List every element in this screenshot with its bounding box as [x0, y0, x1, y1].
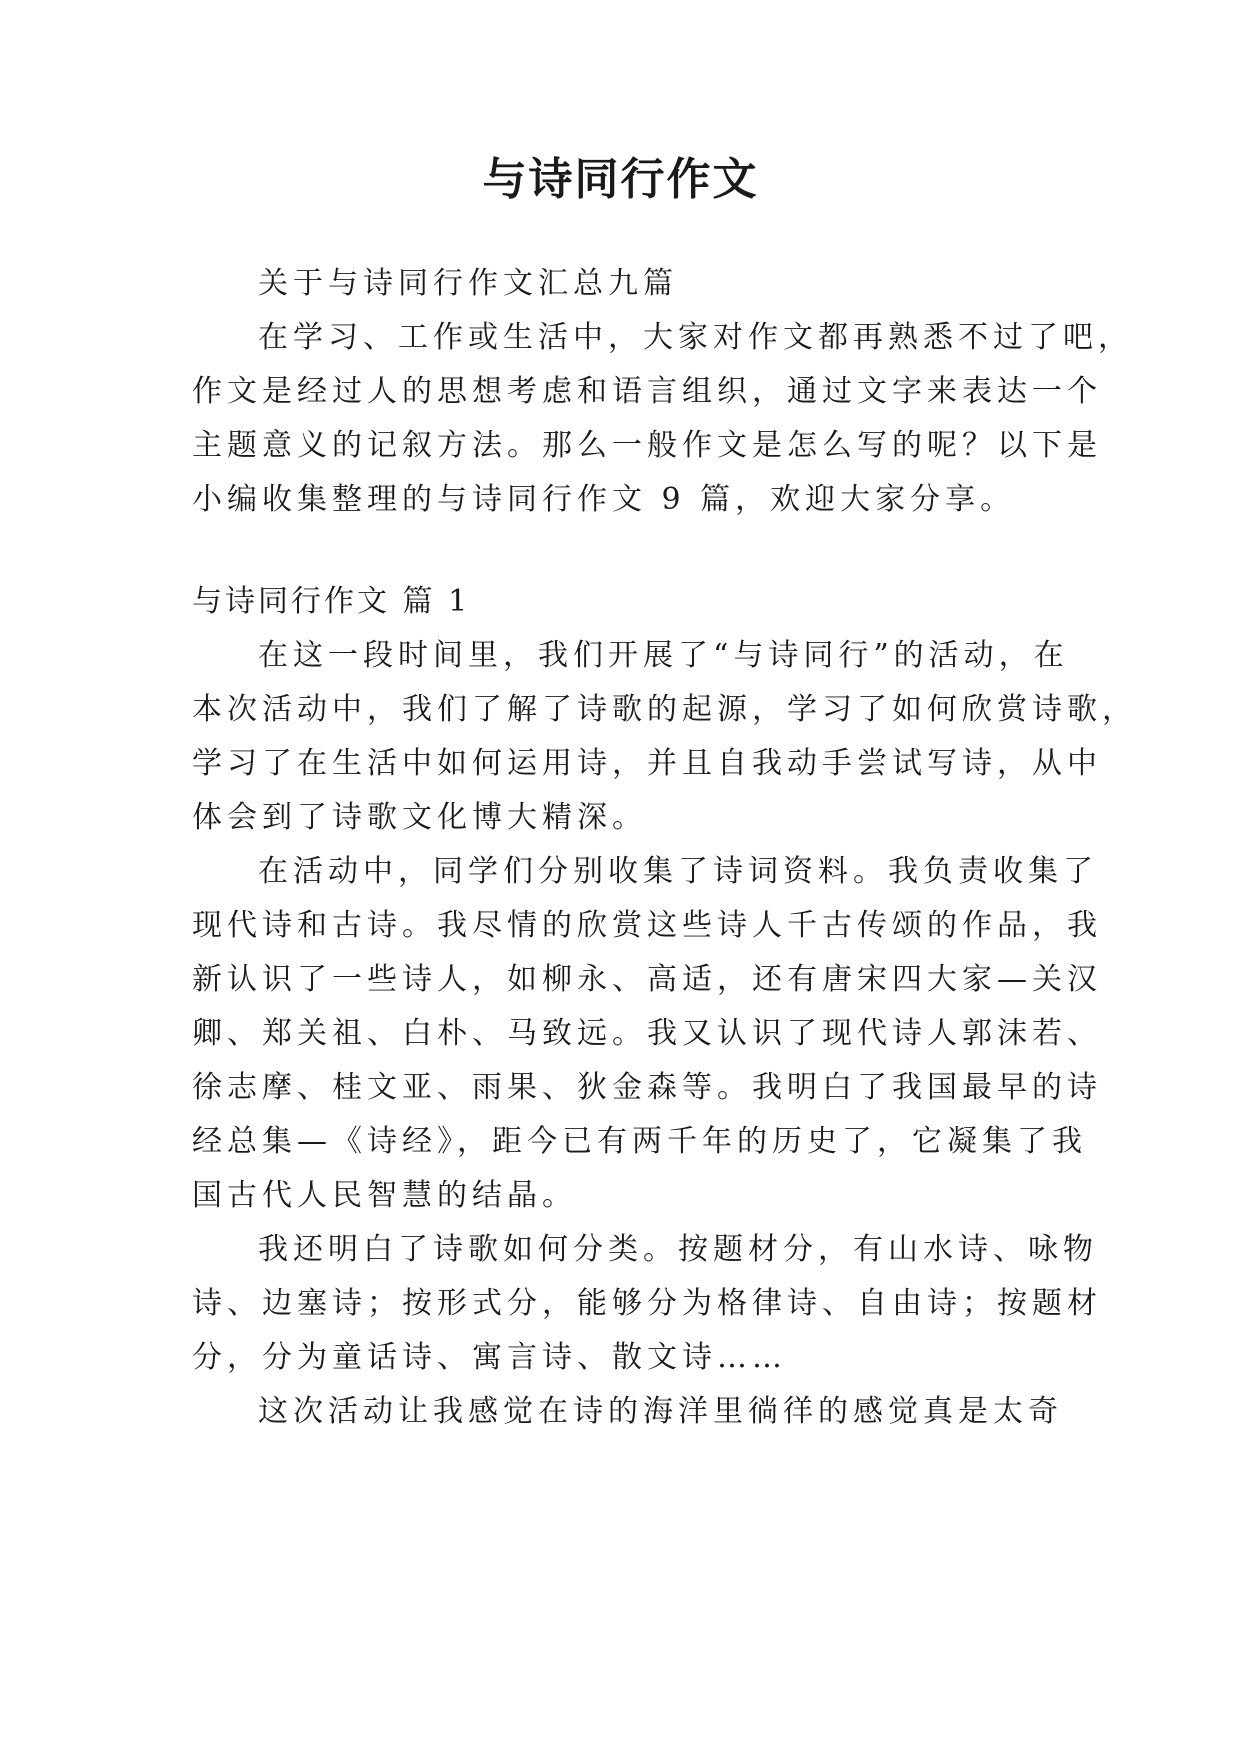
paragraph-line: 在这一段时间里，我们开展了“与诗同行”的活动，在 [258, 638, 1069, 673]
paragraph-line: 徐志摩、桂文亚、雨果、狄金森等。我明白了我国最早的诗 [192, 1070, 1102, 1105]
paragraph-line: 现代诗和古诗。我尽情的欣赏这些诗人千古传颂的作品，我 [192, 908, 1102, 943]
paragraph-line: 这次活动让我感觉在诗的海洋里徜徉的感觉真是太奇 [258, 1394, 1063, 1429]
paragraph-line: 诗、边塞诗；按形式分，能够分为格律诗、自由诗；按题材 [192, 1286, 1102, 1321]
intro-line: 在学习、工作或生活中，大家对作文都再熟悉不过了吧， [258, 320, 1133, 355]
paragraph-line: 学习了在生活中如何运用诗，并且自我动手尝试写诗，从中 [192, 746, 1102, 781]
paragraph-line: 我还明白了诗歌如何分类。按题材分，有山水诗、咏物 [258, 1232, 1098, 1267]
paragraph-line: 卿、郑关祖、白朴、马致远。我又认识了现代诗人郭沫若、 [192, 1016, 1102, 1051]
intro-line: 小编收集整理的与诗同行作文 9 篇，欢迎大家分享。 [192, 482, 1016, 517]
subtitle-line: 关于与诗同行作文汇总九篇 [258, 266, 678, 301]
intro-line: 主题意义的记叙方法。那么一般作文是怎么写的呢？以下是 [192, 428, 1102, 463]
paragraph-line: 体会到了诗歌文化博大精深。 [192, 800, 647, 835]
section-heading: 与诗同行作文 篇 1 [192, 584, 471, 619]
document-title: 与诗同行作文 [482, 154, 759, 205]
paragraph-line: 分，分为童话诗、寓言诗、散文诗…… [192, 1340, 787, 1375]
intro-line: 作文是经过人的思想考虑和语言组织，通过文字来表达一个 [192, 374, 1102, 409]
paragraph-line: 本次活动中，我们了解了诗歌的起源，学习了如何欣赏诗歌， [192, 692, 1137, 727]
paragraph-line: 新认识了一些诗人，如柳永、高适，还有唐宋四大家—关汉 [192, 962, 1102, 997]
paragraph-line: 国古代人民智慧的结晶。 [192, 1178, 577, 1213]
paragraph-line: 经总集—《诗经》，距今已有两千年的历史了，它凝集了我 [192, 1124, 1087, 1159]
paragraph-line: 在活动中，同学们分别收集了诗词资料。我负责收集了 [258, 854, 1098, 889]
